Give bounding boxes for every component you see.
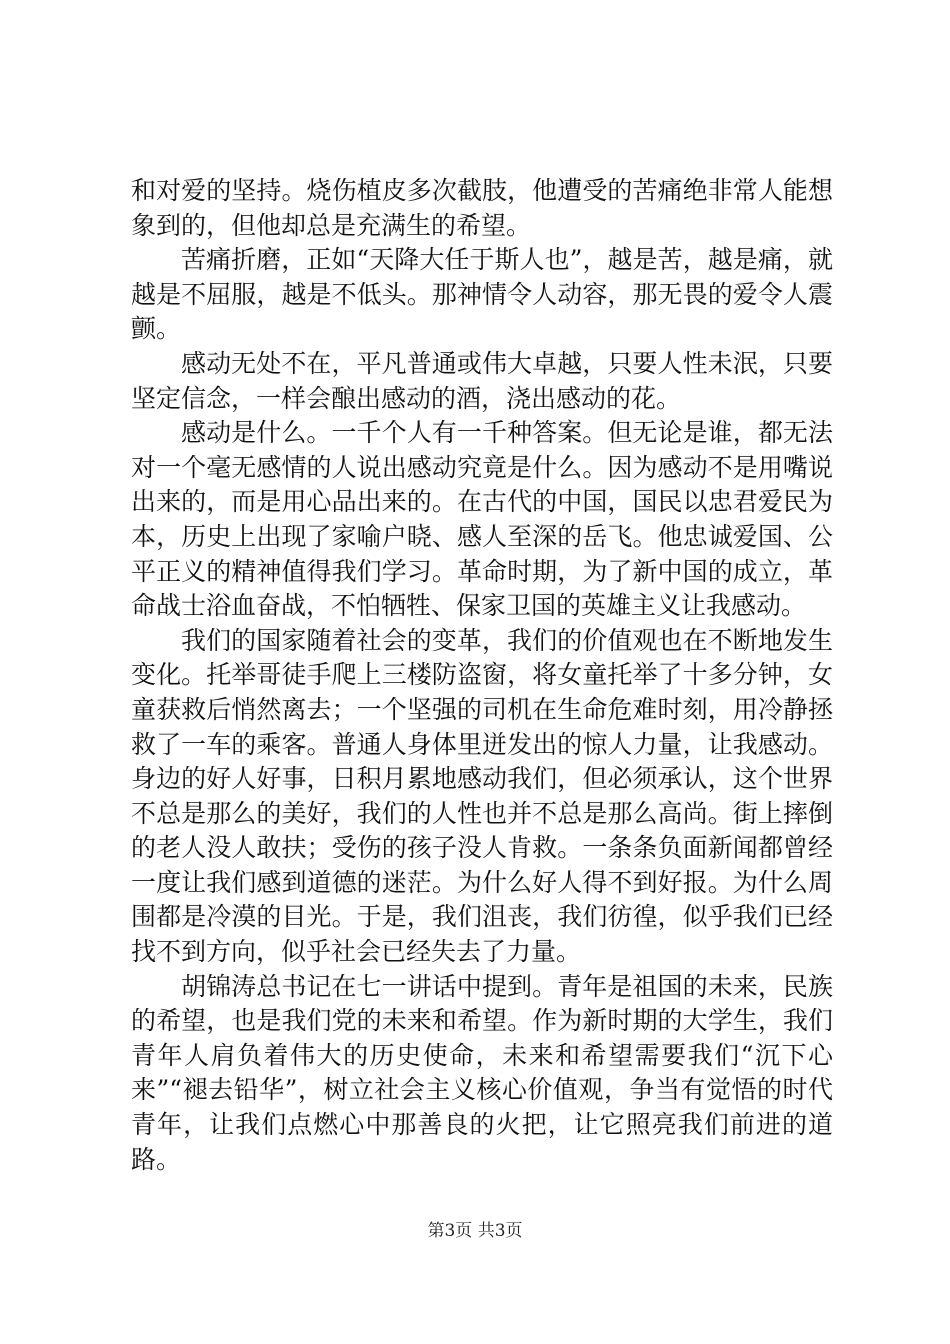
paragraph: 我们的国家随着社会的变革，我们的价值观也在不断地发生变化。托举哥徒手爬上三楼防盗窗，将女童托举了十多分钟，女童获救后悄然离去；一个坚强的司机在生命危难时刻，用冷静拯救了一车的乘客。普通人身体里迸发出的惊人力量，让我感动。身边的好人好事，日积月累地感动我们，但必须承认，这个世界不总是那么的美好，我们的人性也并不总是那么高尚。街上摔倒的老人没人敢扶；受伤的孩子没人肯救。一条条负面新闻都曾经一度让我们感到道德的迷茫。为什么好人得不到好报。为什么周围都是冷漠的目光。于是，我们沮丧，我们彷徨，似乎我们已经找不到方向，似乎社会已经失去了力量。 [131,625,833,967]
paragraph: 苦痛折磨，正如“天降大任于斯人也”，越是苦，越是痛，就越是不屈服，越是不低头。那神情令人动容，那无畏的爱令人震颤。 [131,245,833,344]
paragraph: 感动是什么。一千个人有一千种答案。但无论是谁，都无法对一个毫无感情的人说出感动究竟是什么。因为感动不是用嘴说出来的，而是用心品出来的。在古代的中国，国民以忠君爱民为本，历史上出现了家喻户晓、感人至深的岳飞。他忠诚爱国、公平正义的精神值得我们学习。革命时期，为了新中国的成立，革命战士浴血奋战，不怕牺牲、保家卫国的英雄主义让我感动。 [131,418,833,621]
paragraph-continued: 和对爱的坚持。烧伤植皮多次截肢，他遭受的苦痛绝非常人能想象到的，但他却总是充满生的希望。 [131,176,833,240]
paragraph: 感动无处不在，平凡普通或伟大卓越，只要人性未泯，只要坚定信念，一样会酿出感动的酒，浇出感动的花。 [131,348,833,413]
paragraph: 胡锦涛总书记在七一讲话中提到。青年是祖国的未来，民族的希望，也是我们党的未来和希望。作为新时期的大学生，我们青年人肩负着伟大的历史使命，未来和希望需要我们“沉下心来”“褪去铅华”，树立社会主义核心价值观，争当有觉悟的时代青年，让我们点燃心中那善良的火把，让它照亮我们前进的道路。 [131,971,833,1174]
document-body [131,174,833,1177]
page-number-footer: 第3页 共3页 [427,1221,523,1241]
